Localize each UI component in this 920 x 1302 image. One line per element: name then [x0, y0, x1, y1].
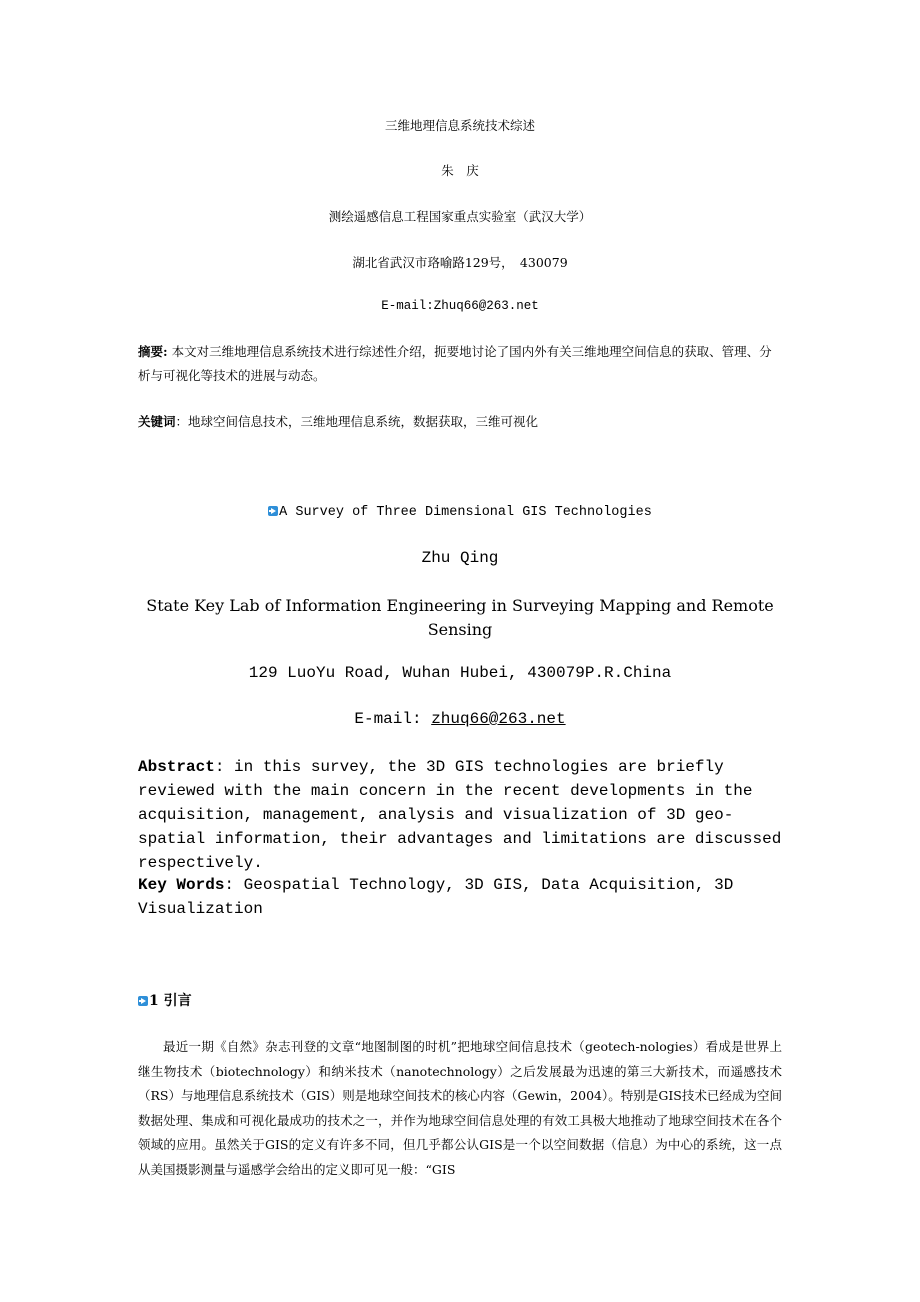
en-email-row [138, 710, 782, 728]
section1-paragraph: 最近一期《自然》杂志刊登的文章“地图制图的时机”把地球空间信息技术（geotech-nologies）看成是世界上继生物技术（biotechnology）和纳米技术（nanotechnology）之后发展最为迅速的第三大新技术，而遥感技术（RS）与地理信息系统技术（GIS）则是地球空间技术的核心内容（Gewin，2004）。特别是GIS技术已经成为空间数据处理、集成和可视化最成功的技术之一，并作为地球空间信息处理的有效工具极大地推动了地球空间技术在各个领域的应用。虽然关于GIS的定义有许多不同，但几乎都公认GIS是一个以空间数据（信息）为中心的系统，这一点从美国摄影测量与遥感学会给出的定义即可见一般：“GIS [138, 1039, 782, 1177]
en-abstract-label: Abstract [138, 758, 215, 776]
zh-abstract [138, 340, 782, 388]
zh-email: E-mail:Zhuq66@263.net [381, 299, 539, 313]
en-address: 129 LuoYu Road, Wuhan Hubei, 430079P.R.China [248, 664, 672, 682]
zh-keywords [138, 410, 782, 434]
en-affiliation: State Key Lab of Information Engineering in Surveying Mapping and Remote Sensing [146, 596, 774, 639]
zh-title: 三维地理信息系统技术综述 [384, 118, 535, 133]
en-abstract [138, 755, 782, 875]
en-keywords-text: : Geospatial Technology, 3D GIS, Data Acquisition, 3D Visualization [138, 876, 734, 918]
en-keywords-label: Key Words [138, 876, 225, 894]
en-email-link[interactable]: zhuq66@263.net [431, 710, 566, 728]
zh-affiliation: 测绘遥感信息工程国家重点实验室（武汉大学） [328, 209, 592, 224]
section1-heading-row [138, 990, 782, 1010]
zh-abstract-text: 本文对三维地理信息系统技术进行综述性介绍，扼要地讨论了国内外有关三维地理空间信息的获取、管理、分析与可视化等技术的进展与动态。 [138, 344, 772, 383]
en-title: A Survey of Three Dimensional GIS Technologies [279, 505, 652, 520]
zh-keywords-label: 关键词 [138, 414, 176, 429]
arrow-bullet-icon [268, 506, 278, 516]
en-title-row [138, 505, 782, 520]
section1-heading: 1 引言 [149, 993, 192, 1009]
arrow-bullet-icon [138, 996, 148, 1006]
en-abstract-text: : in this survey, the 3D GIS technologies are briefly reviewed with the main concern in the recent developments in the acquisition, management, analysis and visualization of 3D geo-spatial information, their advantages and limitations are discussed respectively. [138, 758, 782, 872]
en-email-label: E-mail: [354, 710, 432, 728]
zh-author: 朱 庆 [441, 163, 479, 178]
zh-keywords-text: ：地球空间信息技术，三维地理信息系统，数据获取，三维可视化 [175, 414, 539, 429]
zh-abstract-label: 摘要: [138, 344, 168, 359]
zh-address: 湖北省武汉市珞喻路129号， 430079 [352, 255, 568, 270]
en-author: Zhu Qing [421, 549, 499, 567]
en-keywords [138, 873, 782, 921]
